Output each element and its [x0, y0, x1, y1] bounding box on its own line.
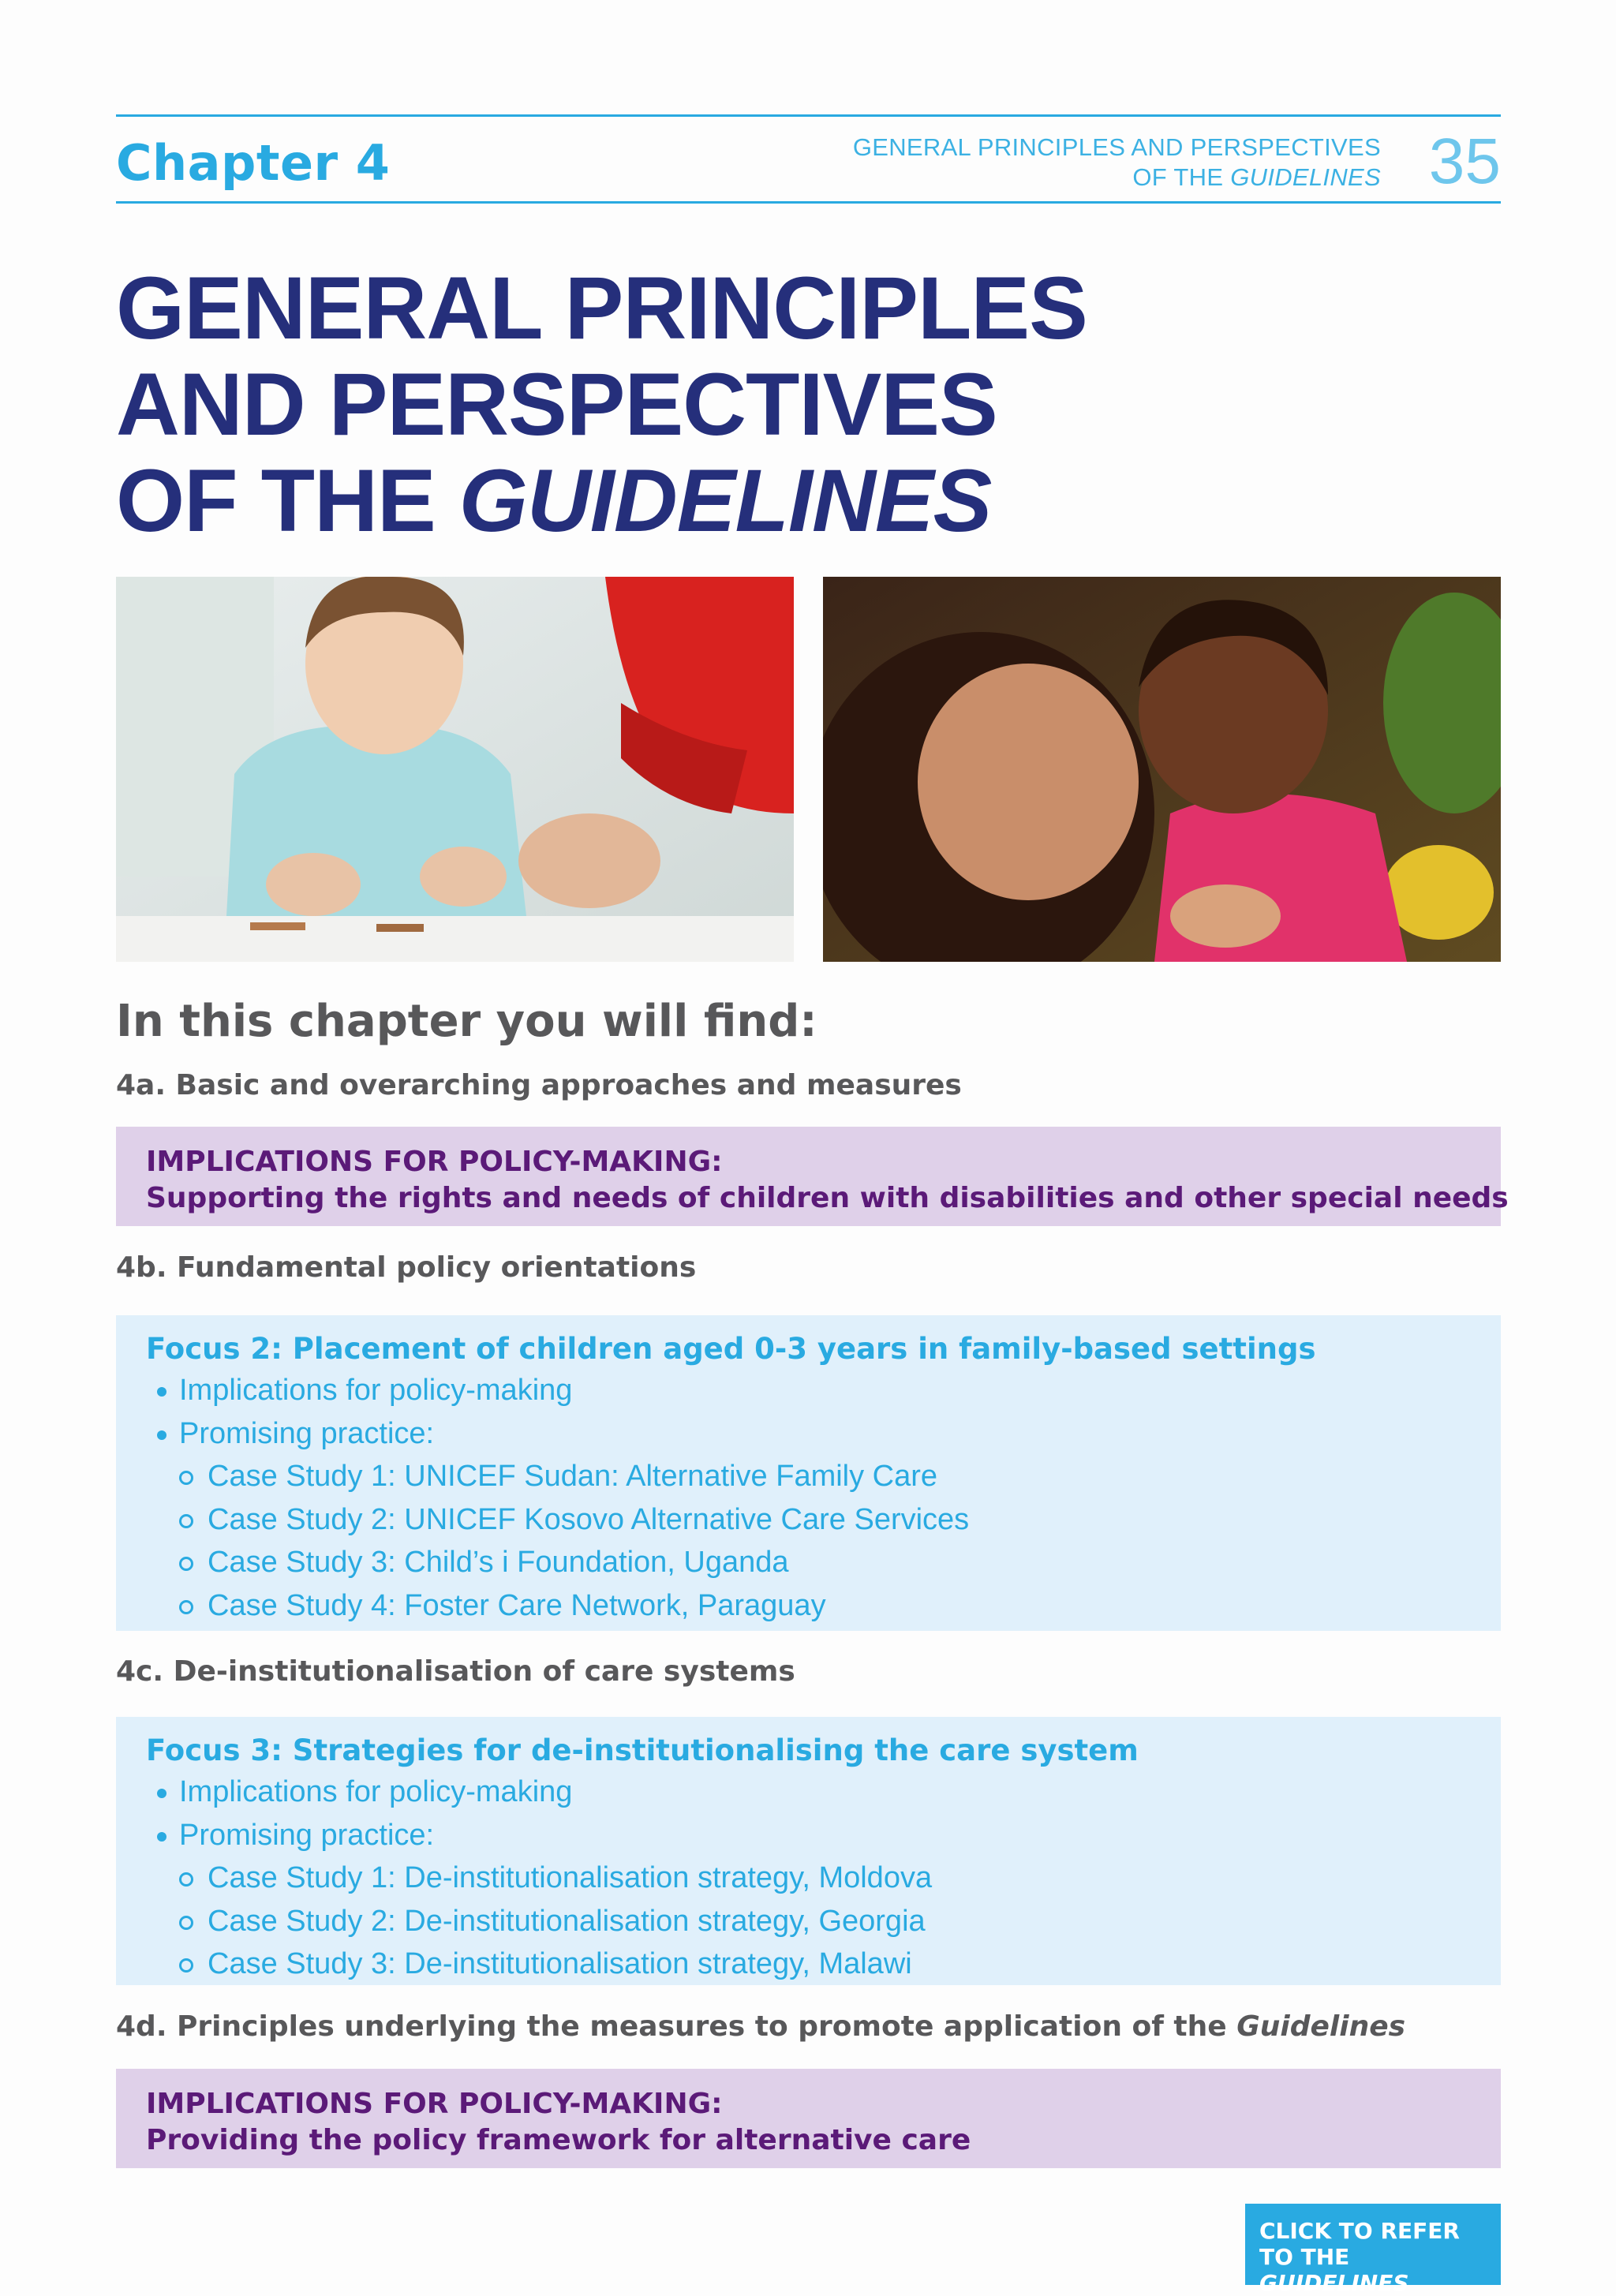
- focus-3-item-promising-practice[interactable]: Promising practice:: [146, 1814, 1501, 1857]
- cta-line2: [1259, 2244, 1501, 2296]
- policy-box-4d-title: IMPLICATIONS FOR POLICY-MAKING:: [146, 2088, 723, 2120]
- photo-boy-with-adult: [116, 577, 794, 962]
- running-title-italic: GUIDELINES: [1230, 163, 1381, 191]
- header-top-rule: [116, 114, 1501, 117]
- cta-line2-italic: GUIDELINES: [1259, 2270, 1409, 2296]
- focus-3-case-study-1[interactable]: Case Study 1: De-institutionalisation strategy, Moldova: [146, 1857, 1501, 1900]
- focus-3-list: [146, 1771, 1501, 1986]
- running-title-line2: [853, 163, 1381, 193]
- focus-2-item-promising-practice[interactable]: Promising practice:: [146, 1412, 1501, 1456]
- cta-line1: CLICK TO REFER: [1259, 2218, 1460, 2244]
- focus-3-case-study-3[interactable]: Case Study 3: De-institutionalisation strategy, Malawi: [146, 1943, 1501, 1986]
- chapter-title-line1: GENERAL PRINCIPLES: [116, 259, 1087, 357]
- focus-2-case-study-4[interactable]: Case Study 4: Foster Care Network, Paraguay: [146, 1584, 1501, 1628]
- policy-box-4a-subtitle: Supporting the rights and needs of children with disabilities and other special needs: [146, 1182, 1509, 1214]
- contents-heading: In this chapter you will find:: [116, 996, 817, 1047]
- focus-3-box: [116, 1717, 1501, 1985]
- focus-3-item-implications[interactable]: Implications for policy-making: [146, 1771, 1501, 1814]
- header-bottom-rule: [116, 201, 1501, 204]
- running-title: [853, 133, 1381, 193]
- policy-box-4d-subtitle: Providing the policy framework for alternative care: [146, 2124, 971, 2156]
- focus-2-case-study-1[interactable]: Case Study 1: UNICEF Sudan: Alternative Family Care: [146, 1455, 1501, 1498]
- photo-woman-with-baby: [823, 577, 1501, 962]
- page-number: 35: [1428, 125, 1501, 197]
- running-title-prefix: OF THE: [1132, 163, 1231, 191]
- policy-box-4d[interactable]: [116, 2069, 1501, 2168]
- focus-2-item-implications[interactable]: Implications for policy-making: [146, 1369, 1501, 1412]
- policy-box-4a[interactable]: [116, 1127, 1509, 1226]
- section-4d-italic: Guidelines: [1236, 2010, 1406, 2043]
- running-title-line1: GENERAL PRINCIPLES AND PERSPECTIVES: [852, 133, 1381, 161]
- section-4b[interactable]: 4b. Fundamental policy orientations: [116, 1251, 697, 1284]
- focus-2-box: [116, 1315, 1501, 1631]
- focus-2-list: [146, 1369, 1501, 1627]
- section-4c[interactable]: 4c. De-institutionalisation of care systems: [116, 1655, 795, 1688]
- cta-line2-prefix: TO THE: [1259, 2244, 1350, 2270]
- chapter-title-line3: [116, 453, 1087, 549]
- focus-3-case-study-2[interactable]: Case Study 2: De-institutionalisation strategy, Georgia: [146, 1900, 1501, 1943]
- focus-2-case-study-2[interactable]: Case Study 2: UNICEF Kosovo Alternative Care Services: [146, 1498, 1501, 1542]
- chapter-title-line3-prefix: OF THE: [116, 451, 459, 550]
- focus-2-case-study-3[interactable]: Case Study 3: Child’s i Foundation, Uganda: [146, 1541, 1501, 1584]
- chapter-title-line2: AND PERSPECTIVES: [116, 355, 997, 454]
- policy-box-4a-title: IMPLICATIONS FOR POLICY-MAKING:: [146, 1146, 723, 1178]
- section-4a[interactable]: 4a. Basic and overarching approaches and measures: [116, 1069, 962, 1101]
- section-4d-text: 4d. Principles underlying the measures to promote application of the: [116, 2010, 1237, 2043]
- chapter-label: Chapter 4: [116, 134, 391, 192]
- focus-3-title[interactable]: Focus 3: Strategies for de-institutionalising the care system: [146, 1733, 1139, 1767]
- section-4d[interactable]: [116, 2010, 1405, 2043]
- refer-to-guidelines-button[interactable]: [1245, 2204, 1501, 2296]
- focus-2-title[interactable]: Focus 2: Placement of children aged 0-3 years in family-based settings: [146, 1332, 1316, 1366]
- chapter-title-line3-italic: GUIDELINES: [458, 451, 992, 550]
- chapter-title: [116, 260, 1087, 549]
